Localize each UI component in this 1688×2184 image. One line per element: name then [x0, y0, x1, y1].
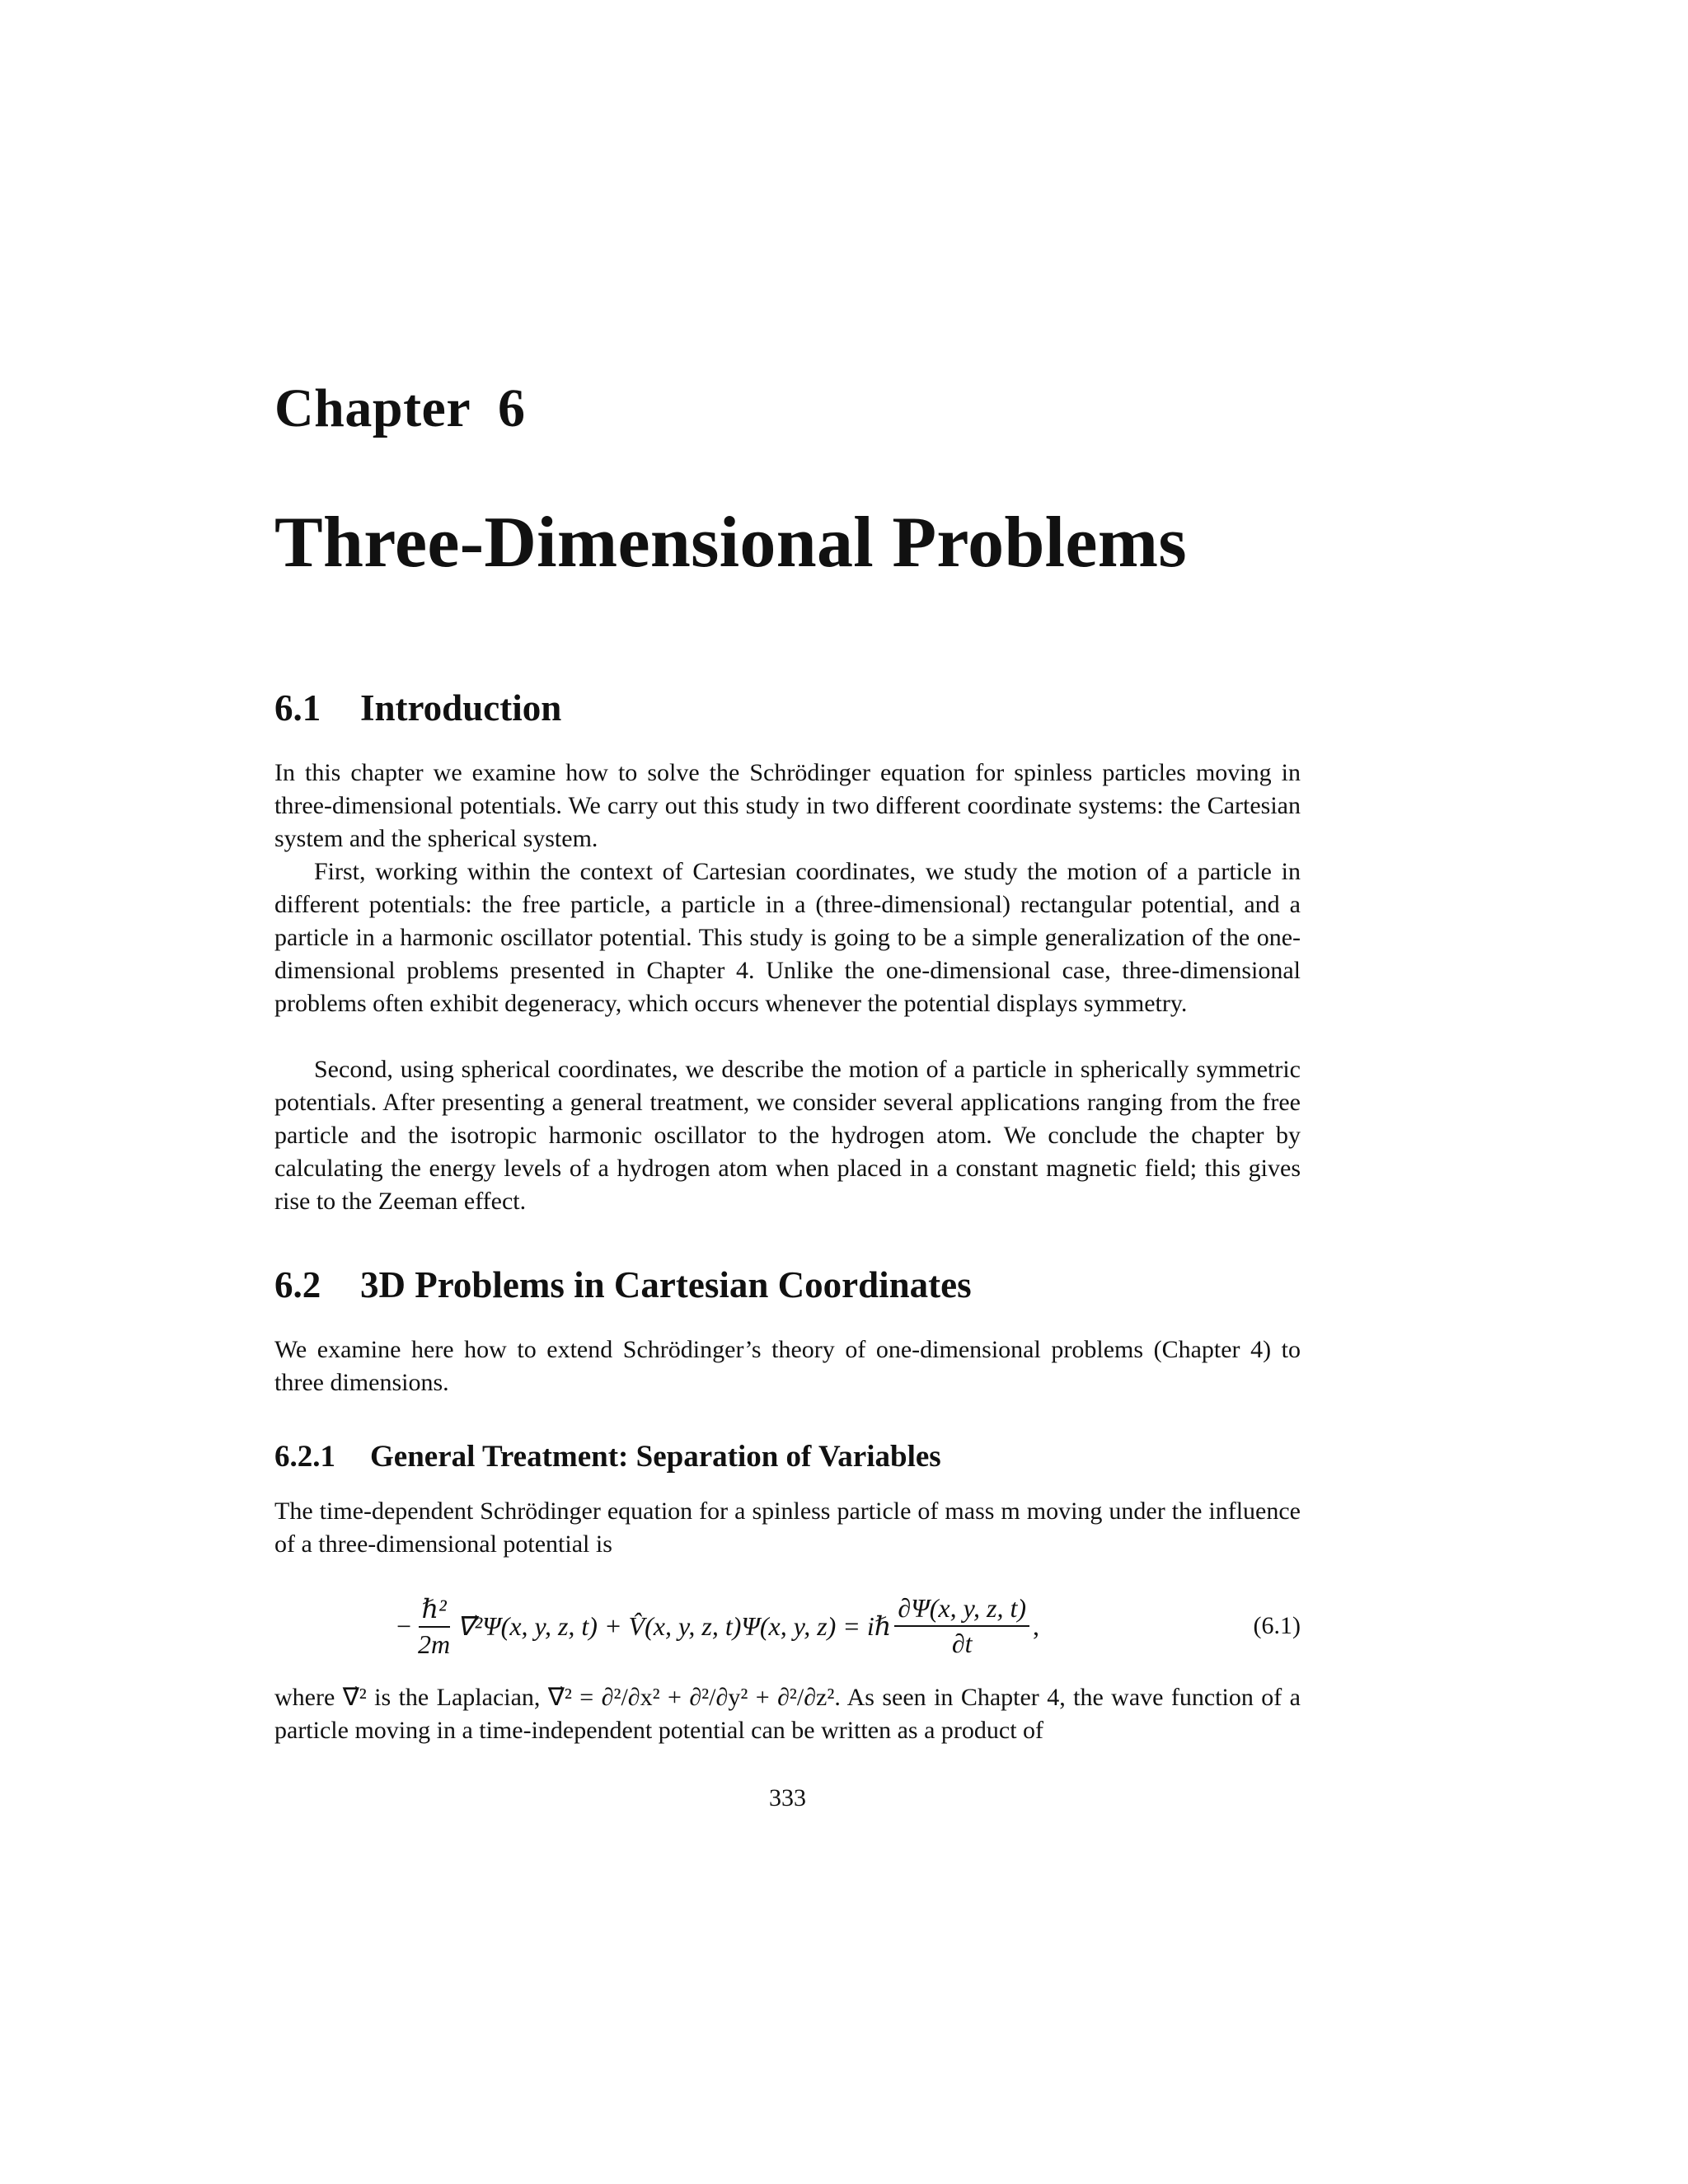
- fraction-time-derivative: [894, 1593, 1029, 1659]
- fraction-denominator: 2m: [418, 1629, 451, 1659]
- fraction-numerator: ∂Ψ(x, y, z, t): [894, 1593, 1029, 1627]
- equation-main-term: ∇⃗²Ψ(x, y, z, t) + V̂(x, y, z, t)Ψ(x, y, z) = iℏ: [457, 1611, 892, 1641]
- paragraph: where ∇⃗² is the Laplacian, ∇⃗² = ∂²/∂x² + ∂²/∂y² + ∂²/∂z². As seen in Chapter 4, the wave function of a particle moving in a time-independent potential can be written as a product of: [274, 1684, 1301, 1744]
- equation-number: (6.1): [1253, 1612, 1301, 1639]
- section-title: Introduction: [360, 687, 562, 729]
- page: [274, 0, 1301, 2184]
- paragraph: The time-dependent Schrödinger equation for a spinless particle of mass m moving under the influence of a three-dimensional potential is: [274, 1497, 1301, 1558]
- subsection-number: 6.2.1: [274, 1440, 335, 1474]
- paragraph: Second, using spherical coordinates, we describe the motion of a particle in spherically symmetric potentials. After presenting a general treatment, we consider several applications ranging from the free particle and the isotropic harmonic oscillator to the hydrogen atom. We conclude the chapter by calculating the energy levels of a hydrogen atom when placed in a constant magnetic field; this gives rise to the Zeeman effect.: [274, 1056, 1301, 1215]
- fraction-denominator: ∂t: [951, 1629, 973, 1658]
- section-number: 6.1: [274, 687, 321, 729]
- fraction-numerator: ℏ²: [419, 1593, 450, 1628]
- section-heading-6-1: [274, 687, 561, 729]
- equation-minus: −: [396, 1610, 412, 1641]
- equation-body: [396, 1581, 1039, 1671]
- chapter-label: Chapter 6: [274, 378, 526, 438]
- section-title: 3D Problems in Cartesian Coordinates: [360, 1264, 972, 1305]
- equation-trailing-comma: ,: [1033, 1610, 1039, 1641]
- section-heading-6-2: [274, 1263, 972, 1306]
- fraction-hbar-over-2m: [415, 1593, 453, 1660]
- subsection-heading-6-2-1: [274, 1439, 941, 1474]
- page-number: 333: [769, 1784, 806, 1811]
- section-number: 6.2: [274, 1264, 321, 1305]
- equation-6-1: [274, 1581, 1301, 1671]
- chapter-title: Three-Dimensional Problems: [274, 503, 1187, 583]
- paragraph: We examine here how to extend Schrödinger’s theory of one-dimensional problems (Chapter 4) to three dimensions.: [274, 1336, 1301, 1396]
- paragraph: First, working within the context of Cartesian coordinates, we study the motion of a particle in different potentials: the free particle, a particle in a (three-dimensional) rectangular potential, and a particle in a harmonic oscillator potential. This study is going to be a simple generalization of the one-dimensional problems presented in Chapter 4. Unlike the one-dimensional case, three-dimensional problems often exhibit degeneracy, which occurs whenever the potential displays symmetry.: [274, 858, 1301, 1017]
- paragraph: In this chapter we examine how to solve the Schrödinger equation for spinless particles moving in three-dimensional potentials. We carry out this study in two different coordinate systems: the Cartesian system and the spherical system.: [274, 759, 1301, 852]
- subsection-title: General Treatment: Separation of Variables: [370, 1440, 941, 1474]
